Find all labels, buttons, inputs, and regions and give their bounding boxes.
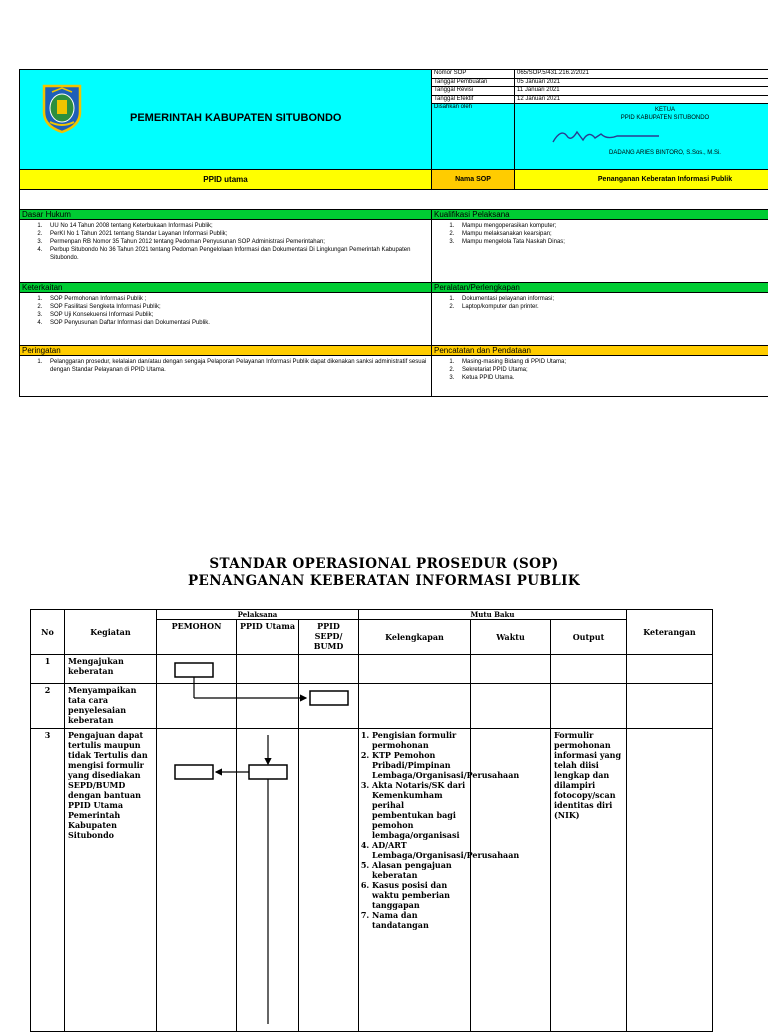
row-output bbox=[551, 684, 627, 729]
peringatan-title: Peringatan bbox=[20, 346, 432, 356]
col-mutu-baku: Mutu Baku bbox=[359, 610, 627, 620]
col-ppid-utama: PPID Utama bbox=[237, 620, 299, 655]
lane-pemohon bbox=[157, 684, 237, 729]
sop-detail-table bbox=[19, 190, 768, 397]
kelengkapan-list bbox=[362, 730, 467, 930]
lane-ppid-sepd bbox=[299, 729, 359, 1032]
row-no: 3 bbox=[31, 729, 65, 1032]
row-keterangan bbox=[627, 655, 713, 684]
list-item: 4. AD/ART Lembaga/Organisasi/Perusahaan bbox=[372, 840, 467, 860]
table-row bbox=[31, 684, 713, 729]
list-item: 3. Mampu mengelola Tata Naskah Dinas; bbox=[456, 238, 768, 246]
list-item: 6. Kasus posisi dan waktu pemberian tanggapan bbox=[372, 880, 467, 910]
sop-flow-table bbox=[30, 609, 713, 1032]
lane-ppid-utama bbox=[237, 655, 299, 684]
peralatan-cell bbox=[432, 293, 768, 346]
approval-label: Disahkan oleh bbox=[432, 104, 515, 170]
peralatan-list bbox=[434, 293, 768, 313]
peralatan-title: Peralatan/Perlengkapan bbox=[432, 283, 768, 293]
col-waktu: Waktu bbox=[471, 620, 551, 655]
list-item: 2. KTP Pemohon Pribadi/Pimpinan Lembaga/Organisasi/Perusahaan bbox=[372, 750, 467, 780]
list-item: 1. Pelanggaran prosedur, kelalaian dan/atau dengan sengaja Pelaporan Pelayanan Informasi Publik dapat dikenakan sanksi administratif sesuai dengan Standar Pelayanan di PPID Utama. bbox=[44, 358, 429, 374]
lane-ppid-utama bbox=[237, 729, 299, 1032]
pencatatan-list bbox=[434, 356, 768, 384]
approver-title-2: PPID KABUPATEN SITUBONDO bbox=[517, 114, 768, 122]
approver-name: DADANG ARIES BINTORO, S.Sos., M.Si. bbox=[517, 149, 768, 157]
list-item: 2. SOP Fasilitasi Sengketa Informasi Publik; bbox=[44, 303, 429, 311]
peringatan-cell bbox=[20, 356, 432, 397]
col-pelaksana: Pelaksana bbox=[157, 610, 359, 620]
lane-ppid-utama bbox=[237, 684, 299, 729]
kualifikasi-title: Kualifikasi Pelaksana bbox=[432, 210, 768, 220]
col-kegiatan: Kegiatan bbox=[65, 610, 157, 655]
nama-sop-label: Nama SOP bbox=[432, 170, 515, 190]
row-kegiatan: Menyampaikan tata cara penyelesaian keberatan bbox=[65, 684, 157, 729]
row-kegiatan: Mengajukan keberatan bbox=[65, 655, 157, 684]
meta-label: Tanggal Efektif bbox=[432, 95, 515, 104]
approval-cell bbox=[515, 104, 768, 170]
row-kelengkapan bbox=[359, 729, 471, 1032]
list-item: 2. Sekretariat PPID Utama; bbox=[456, 366, 768, 374]
col-no: No bbox=[31, 610, 65, 655]
dasar-hukum-list bbox=[22, 220, 429, 264]
meta-value: 12 Januari 2021 bbox=[515, 95, 768, 104]
nama-sop-value: Penanganan Keberatan Informasi Publik bbox=[515, 170, 768, 190]
sop-header-table bbox=[19, 69, 768, 190]
pencatatan-title: Pencatatan dan Pendataan bbox=[432, 346, 768, 356]
pencatatan-cell bbox=[432, 356, 768, 397]
dasar-hukum-title: Dasar Hukum bbox=[20, 210, 432, 220]
col-output: Output bbox=[551, 620, 627, 655]
list-item: 1. SOP Permohonan Informasi Publik ; bbox=[44, 295, 429, 303]
keterkaitan-list bbox=[22, 293, 429, 329]
row-kelengkapan bbox=[359, 684, 471, 729]
row-waktu bbox=[471, 655, 551, 684]
list-item: 1. UU No 14 Tahun 2008 tentang Keterbukaan Informasi Publik; bbox=[44, 222, 429, 230]
list-item: 2. PerKI No 1 Tahun 2021 tentang Standar Layanan Informasi Publik; bbox=[44, 230, 429, 238]
list-item: 1. Masing-masing Bidang di PPID Utama; bbox=[456, 358, 768, 366]
meta-label: Nomor SOP bbox=[432, 70, 515, 79]
lane-ppid-sepd bbox=[299, 684, 359, 729]
org-name: PEMERINTAH KABUPATEN SITUBONDO bbox=[130, 112, 341, 124]
keterkaitan-cell bbox=[20, 293, 432, 346]
col-kelengkapan: Kelengkapan bbox=[359, 620, 471, 655]
lane-pemohon bbox=[157, 729, 237, 1032]
unit-name: PPID utama bbox=[20, 170, 432, 190]
kualifikasi-list bbox=[434, 220, 768, 248]
peringatan-list bbox=[22, 356, 429, 376]
lane-pemohon bbox=[157, 655, 237, 684]
row-output bbox=[551, 655, 627, 684]
list-item: 3. Permenpan RB Nomor 35 Tahun 2012 tentang Pedoman Penyusunan SOP Administrasi Pemerintahan; bbox=[44, 238, 429, 246]
row-keterangan bbox=[627, 729, 713, 1032]
dasar-hukum-cell bbox=[20, 220, 432, 283]
list-item: 2. Mampu melaksanakan kearsipan; bbox=[456, 230, 768, 238]
list-item: 4. Perbup Situbondo No 36 Tahun 2021 tentang Pedoman Pengelolaan Informasi dan Dokumentasi Di Lingkungan Pemerintah Kabupaten Situbondo. bbox=[44, 246, 429, 262]
row-keterangan bbox=[627, 684, 713, 729]
row-no: 1 bbox=[31, 655, 65, 684]
list-item: 3. Akta Notaris/SK dari Kemenkumham perihal pembentukan bagi pemohon lembaga/organisasi bbox=[372, 780, 467, 840]
spacer-row bbox=[20, 190, 768, 210]
table-row bbox=[31, 655, 713, 684]
list-item: 5. Alasan pengajuan keberatan bbox=[372, 860, 467, 880]
sop-title-line-2: PENANGANAN KEBERATAN INFORMASI PUBLIK bbox=[0, 573, 768, 590]
list-item: 1. Pengisian formulir permohonan bbox=[372, 730, 467, 750]
col-pemohon: PEMOHON bbox=[157, 620, 237, 655]
row-no: 2 bbox=[31, 684, 65, 729]
sop-identity-block bbox=[19, 69, 768, 397]
situbondo-logo bbox=[40, 82, 84, 134]
list-item: 4. SOP Penyusunan Daftar Informasi dan Dokumentasi Publik. bbox=[44, 319, 429, 327]
meta-value: 065/SOP.5/431.216.2/2021 bbox=[515, 70, 768, 79]
list-item: 1. Mampu mengoperasikan komputer; bbox=[456, 222, 768, 230]
org-header-cell bbox=[20, 70, 432, 170]
list-item: 3. SOP Uji Konsekuensi Informasi Publik; bbox=[44, 311, 429, 319]
list-item: 3. Ketua PPID Utama. bbox=[456, 374, 768, 382]
meta-label: Tanggal Pembuatan bbox=[432, 78, 515, 87]
meta-value: 11 Januari 2021 bbox=[515, 87, 768, 96]
row-kelengkapan bbox=[359, 655, 471, 684]
meta-label: Tanggal Revisi bbox=[432, 87, 515, 96]
row-waktu bbox=[471, 684, 551, 729]
row-kegiatan: Pengajuan dapat tertulis maupun tidak Tertulis dan mengisi formulir yang disediakan SEPD/BUMD dengan bantuan PPID Utama Pemerintah Kabupaten Situbondo bbox=[65, 729, 157, 1032]
list-item: 2. Laptop/komputer dan printer. bbox=[456, 303, 768, 311]
signature bbox=[517, 122, 768, 152]
row-output: Formulir permohonan informasi yang telah diisi lengkap dan dilampiri fotocopy/scan identitas diri (NIK) bbox=[551, 729, 627, 1032]
col-keterangan: Keterangan bbox=[627, 610, 713, 655]
keterkaitan-title: Keterkaitan bbox=[20, 283, 432, 293]
table-row bbox=[31, 729, 713, 1032]
list-item: 7. Nama dan tandatangan bbox=[372, 910, 467, 930]
sop-title-line-1: STANDAR OPERASIONAL PROSEDUR (SOP) bbox=[0, 556, 768, 573]
approver-title-1: KETUA bbox=[517, 106, 768, 114]
col-ppid-sepd: PPID SEPD/ BUMD bbox=[299, 620, 359, 655]
kualifikasi-cell bbox=[432, 220, 768, 283]
meta-value: 05 Januari 2021 bbox=[515, 78, 768, 87]
list-item: 1. Dokumentasi pelayanan informasi; bbox=[456, 295, 768, 303]
lane-ppid-sepd bbox=[299, 655, 359, 684]
